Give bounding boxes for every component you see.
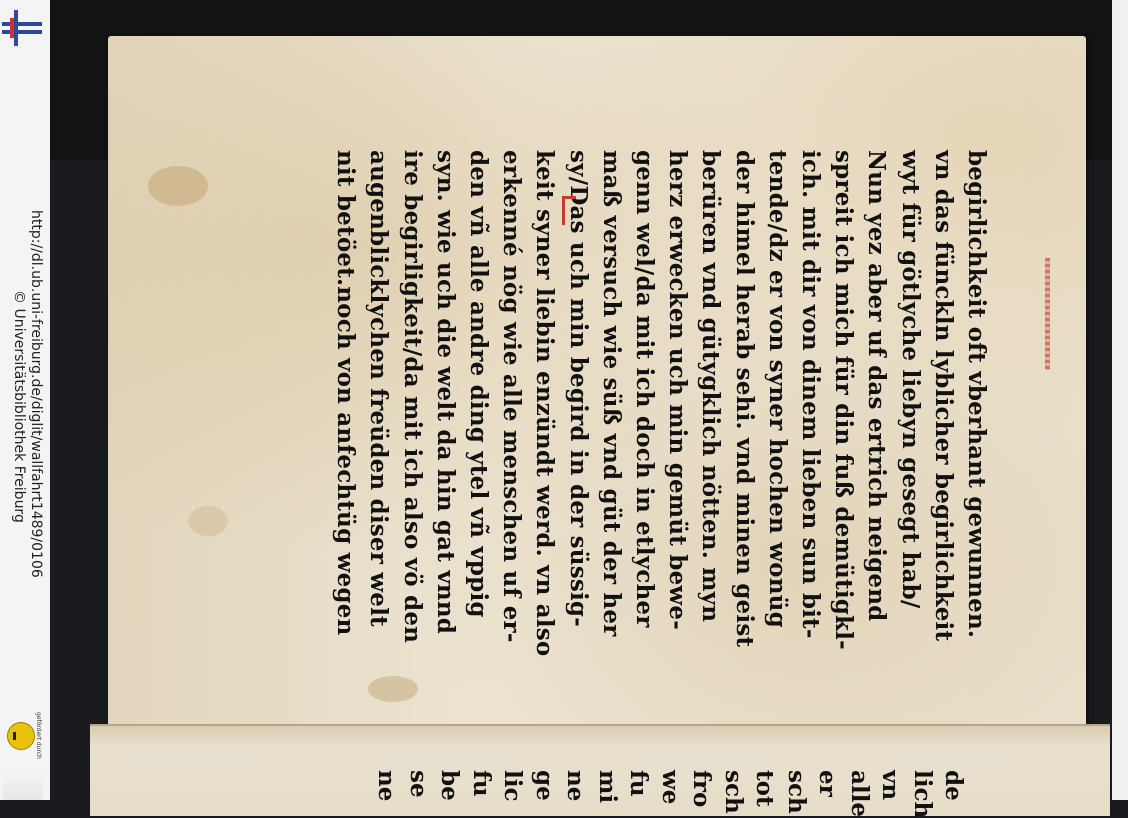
text-line: keit syner liebin enzündt werd. vn also (531, 150, 559, 657)
text-line: augenblicklychen freüden diser welt (365, 150, 393, 627)
text-line: maß versuch wie süß vnd güt der her (597, 150, 625, 637)
next-page-text-fragment: fro (688, 770, 715, 808)
next-page-text-fragment: sch (719, 770, 747, 814)
text-line: sy/Das uch min begird in der süssig- (564, 150, 592, 627)
next-page-text-fragment: ge (530, 770, 558, 801)
next-page-text-fragment: sch (782, 770, 810, 814)
next-page-text-fragment: ne (373, 770, 400, 802)
text-line: tende/dz er von syner hochen wonüg (763, 150, 791, 628)
next-page-text-fragment: mi (593, 770, 621, 804)
paper-stain (188, 506, 228, 536)
red-bleedthrough-mark (1045, 258, 1050, 370)
text-line: den vñ alle andre ding ytel vñ vppig (465, 150, 492, 618)
text-line: nit betöet.noch von anfechtüg wegen (332, 150, 360, 636)
text-line: berüren vnd gütygklich nötten. myn (697, 150, 725, 623)
text-line: begirlichkeit oft vberhant gewunnen. (963, 150, 990, 639)
text-line: Nun yez aber uf das ertrich neigend (863, 150, 891, 622)
next-page-text-fragment: alle (845, 770, 873, 818)
sponsor-logo-icon (7, 722, 35, 750)
page-url[interactable]: http://dl.ub.uni-freiburg.de/diglit/wallfahrt1489/0106 (28, 210, 44, 578)
copyright-notice: © Universitätsbibliothek Freiburg (11, 290, 27, 523)
next-page-text-fragment: be (436, 770, 463, 801)
text-line: herz erwecken uch min gemüt bewe- (664, 150, 692, 630)
next-page-text-fragment: tot (751, 770, 778, 807)
next-page-text-fragment: lic (499, 770, 526, 802)
viewer-sidebar (0, 0, 50, 800)
text-line: der himel herab sehi. vnd minen geist (730, 150, 758, 648)
next-page-text-fragment: ne (562, 770, 589, 802)
text-line: wyt für götlyche liebyn gesegt hab/ (896, 150, 924, 609)
next-page-text-fragment: er (814, 770, 841, 797)
text-line: vn das fünckln lyblicher begirlichkeit (929, 150, 957, 642)
next-page-text-fragment: de (940, 770, 967, 801)
next-page-text-fragment: se (404, 770, 432, 798)
viewer-right-strip (1112, 0, 1128, 800)
sponsor-label: gefördert durch (35, 712, 42, 759)
next-page-text-fragment: we (656, 770, 684, 805)
paper-stain (368, 676, 418, 702)
text-line: spreit ich mich für din fuß demütigkl- (830, 150, 858, 650)
university-logo-icon (2, 4, 42, 52)
next-page-text-fragment: vn (877, 770, 904, 801)
page-text-block (322, 150, 990, 657)
next-page-text (373, 770, 1020, 818)
text-line: genn wel/da mit ich doch in etlycher (631, 150, 658, 628)
text-line: ich. mit dir von dinem lieben sun bit- (797, 150, 824, 639)
next-page-text-fragment: fu (625, 770, 652, 797)
red-rubricated-initial (562, 196, 576, 225)
paper-stain (148, 166, 208, 206)
text-line: syn. wie uch die welt da hin gat vnnd (431, 150, 459, 635)
text-line: ire begirligkeit/da mit ich also vö den (398, 150, 426, 644)
next-page-text-fragment: fu (467, 770, 495, 797)
sponsor-logo-strip (3, 770, 43, 800)
next-page-text-fragment: lich (908, 770, 936, 818)
text-line: erkenné nög wie alle menschen uf er- (498, 150, 526, 643)
